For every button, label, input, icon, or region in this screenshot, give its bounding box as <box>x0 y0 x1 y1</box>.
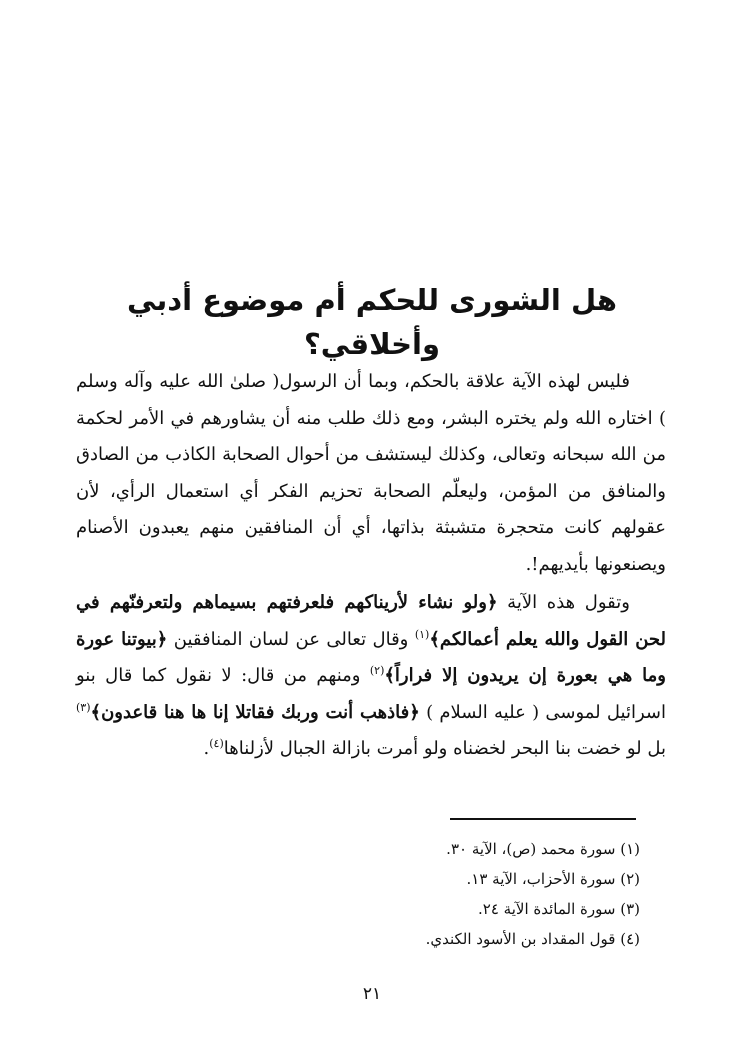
footnotes <box>300 834 640 954</box>
footnote-3: (٣) سورة المائدة الآية ٢٤. <box>478 900 640 918</box>
footnote-ref-2: (٢) <box>369 664 385 677</box>
page-number: ٢١ <box>362 984 382 1004</box>
quran-quote-2: ﴿بيوتنا عورة وما هي بعورة إن يريدون إلا فراراً﴾ <box>76 628 666 686</box>
footnote-2: (٢) سورة الأحزاب، الآية ١٣. <box>466 870 640 888</box>
footnote-ref-3: (٣) <box>76 700 91 714</box>
body-text <box>76 364 666 768</box>
footnote-ref-4: (٤) <box>209 737 224 750</box>
paragraph-2-text-2: وقال تعالى عن لسان المنافقين <box>173 628 409 650</box>
paragraph-2-text-3: ومنهم من قال: لا نقول كما قال بنو اسرائيل لموسى ( عليه السلام ) <box>76 665 666 723</box>
paragraph-2-end: . <box>203 738 210 759</box>
quran-quote-3: ﴿فاذهب أنت وربك فقاتلا إنا ها هنا قاعدون﴾ <box>90 701 420 723</box>
paragraph-1: فليس لهذه الآية علاقة بالحكم، وبما أن الرسول( صلىٰ الله عليه وآله وسلم ) اختاره الله ولم يختره البشر، ومع ذلك طلب منه أن يشاورهم في الأمر لحكمة من الله سبحانه وتعالى، وكذلك ليستشف من أحوال الصحابة الكاذب من الصادق والمنافق من المؤمن، وليعلّم الصحابة تحزيم الفكر أي استعمال الرأي، لأن عقولهم كانت متحجرة متشبثة بذاتها، أي أن المنافقين منهم يعبدون الأصنام ويصنعونها بأيديهم!. <box>76 371 666 575</box>
paragraph-2-intro: وتقول هذه الآية <box>507 592 630 613</box>
quran-quote-1: ﴿ولو نشاء لأريناكهم فلعرفتهم بسيماهم ولتعرفنّهم في لحن القول والله يعلم أعمالكم﴾ <box>76 592 666 650</box>
paragraph-2-text-4: بل لو خضت بنا البحر لخضناه ولو أمرت بازالة الجبال لأزلناها <box>223 738 666 759</box>
footnote-separator <box>450 818 636 820</box>
paragraph-2 <box>76 585 666 768</box>
footnote-1: (١) سورة محمد (ص)، الآية ٣٠. <box>446 840 640 858</box>
chapter-title: هل الشورى للحكم أم موضوع أدبي وأخلاقي؟ <box>127 283 617 361</box>
footnote-ref-1: (١) <box>414 627 430 641</box>
footnote-4: (٤) قول المقداد بن الأسود الكندي. <box>425 930 640 948</box>
